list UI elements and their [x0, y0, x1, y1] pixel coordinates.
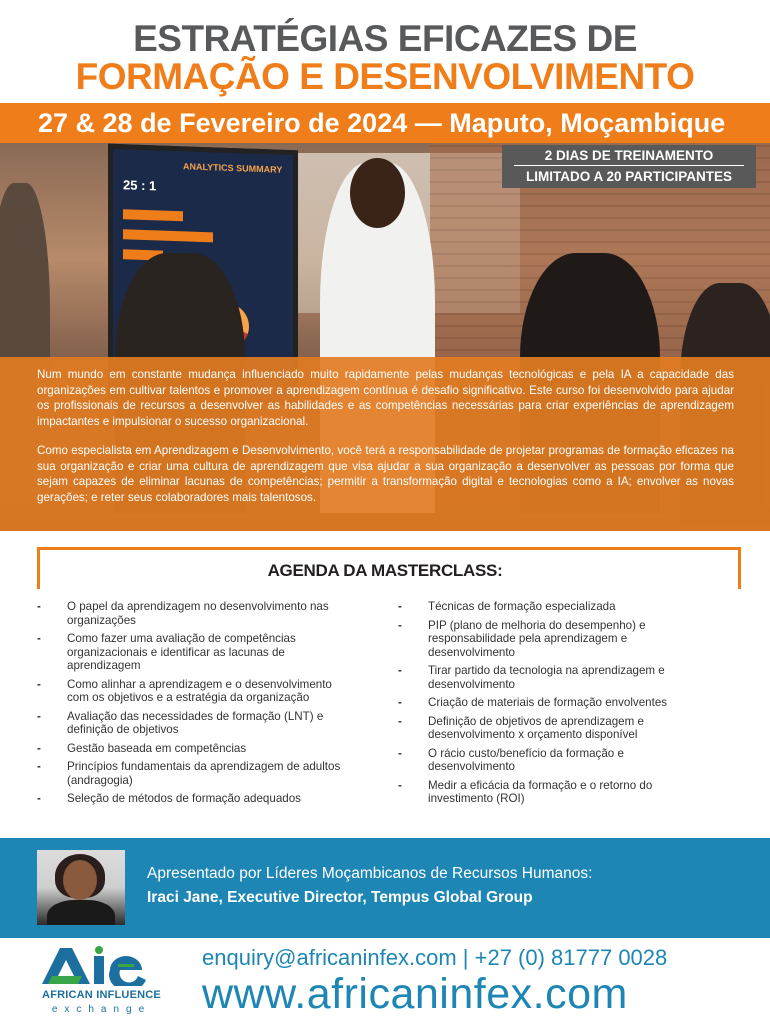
screen-bar [123, 229, 213, 242]
agenda-item: - Definição de objetivos de aprendizagem e desenvolvimento x orçamento disponível [398, 715, 708, 742]
intro-paragraph: Como especialista em Aprendizagem e Desenvolvimento, você terá a responsabilidade de projetar programas de formação eficazes na sua organização e criar uma cultura de aprendizagem que visa ajudar a sua organização a desenvolver as pessoas por forma que sejam capazes de eliminar lacunas de competências; permitir a transformação digital e tecnologias como a IA; envolver as novas gerações; e reter seus colaboradores mais talentosos. [37, 444, 734, 504]
agenda-item: - Medir a eficácia da formação e o retorno do investimento (ROI) [398, 779, 708, 806]
intro-panel [0, 357, 770, 531]
agenda-list-left [37, 600, 347, 811]
company-logo[interactable] [34, 946, 169, 1018]
presenter-intro: Apresentado por Líderes Moçambicanos de Recursos Humanos: [147, 865, 593, 882]
website-link[interactable]: www.africaninfex.com [202, 970, 628, 1018]
agenda-item: - Técnicas de formação especializada [398, 600, 708, 614]
agenda-item: - Como fazer uma avaliação de competências organizacionais e identificar as lacunas de aprendizagem [37, 632, 347, 673]
agenda-item: - Seleção de métodos de formação adequados [37, 792, 347, 806]
screen-label: ANALYTICS SUMMARY [183, 161, 283, 175]
presenter-head [350, 158, 405, 228]
aie-logo-icon [42, 946, 162, 986]
agenda-item: - O rácio custo/benefício da formação e desenvolvimento [398, 747, 708, 774]
presenter-avatar [37, 850, 125, 925]
agenda-title: AGENDA DA MASTERCLASS: [267, 561, 503, 580]
date-location: 27 & 28 de Fevereiro de 2024 — Maputo, Moçambique [38, 108, 726, 138]
badge-days: 2 DIAS DE TREINAMENTO [514, 148, 744, 166]
presenter-band [0, 838, 770, 938]
avatar-face [63, 860, 97, 900]
training-badge [502, 145, 756, 188]
agenda-item: - Criação de materiais de formação envolventes [398, 696, 708, 710]
title-line1: ESTRATÉGIAS EFICAZES DE [133, 18, 637, 59]
date-banner [0, 103, 770, 143]
agenda-item: - Avaliação das necessidades de formação (LNT) e definição de objetivos [37, 710, 347, 737]
intro-paragraph: Num mundo em constante mudança influenciado muito rapidamente pelas mudanças tecnológicas e pela IA a capacidade das organizações em cultivar talentos e promover a aprendizagem contínua é desafio significativo. Este curso foi desenvolvido para ajudar os profissionais de recursos a desenvolver as habilidades e as competências necessárias para criar experiências de aprendizagem impactantes e impulsionar o sucesso organizacional. [37, 368, 734, 428]
agenda-item: - PIP (plano de melhoria do desempenho) e responsabilidade pela aprendizagem e desenvolvimento [398, 619, 708, 660]
agenda-list-right [398, 600, 708, 811]
logo-name: AFRICAN INFLUENCE [42, 989, 161, 1001]
avatar-body [47, 900, 115, 925]
logo-tagline: exchange [51, 1004, 152, 1015]
agenda-item: - Princípios fundamentais da aprendizagem de adultos (andragogia) [37, 760, 347, 787]
screen-bar [123, 209, 183, 221]
agenda-item: - Como alinhar a aprendizagem e o desenvolvimento com os objetivos e a estratégia da organização [37, 678, 347, 705]
agenda-item: - Tirar partido da tecnologia na aprendizagem e desenvolvimento [398, 664, 708, 691]
presenter-name: Iraci Jane, Executive Director, Tempus Global Group [147, 889, 533, 906]
title-line2: FORMAÇÃO E DESENVOLVIMENTO [75, 56, 695, 97]
agenda-item: - O papel da aprendizagem no desenvolvimento nas organizações [37, 600, 347, 627]
agenda-item: - Gestão baseada em competências [37, 742, 347, 756]
contact-info[interactable]: enquiry@africaninfex.com | +27 (0) 81777 0028 [202, 945, 668, 970]
screen-ratio: 25 : 1 [123, 177, 157, 194]
badge-limit: LIMITADO A 20 PARTICIPANTES [525, 169, 732, 184]
